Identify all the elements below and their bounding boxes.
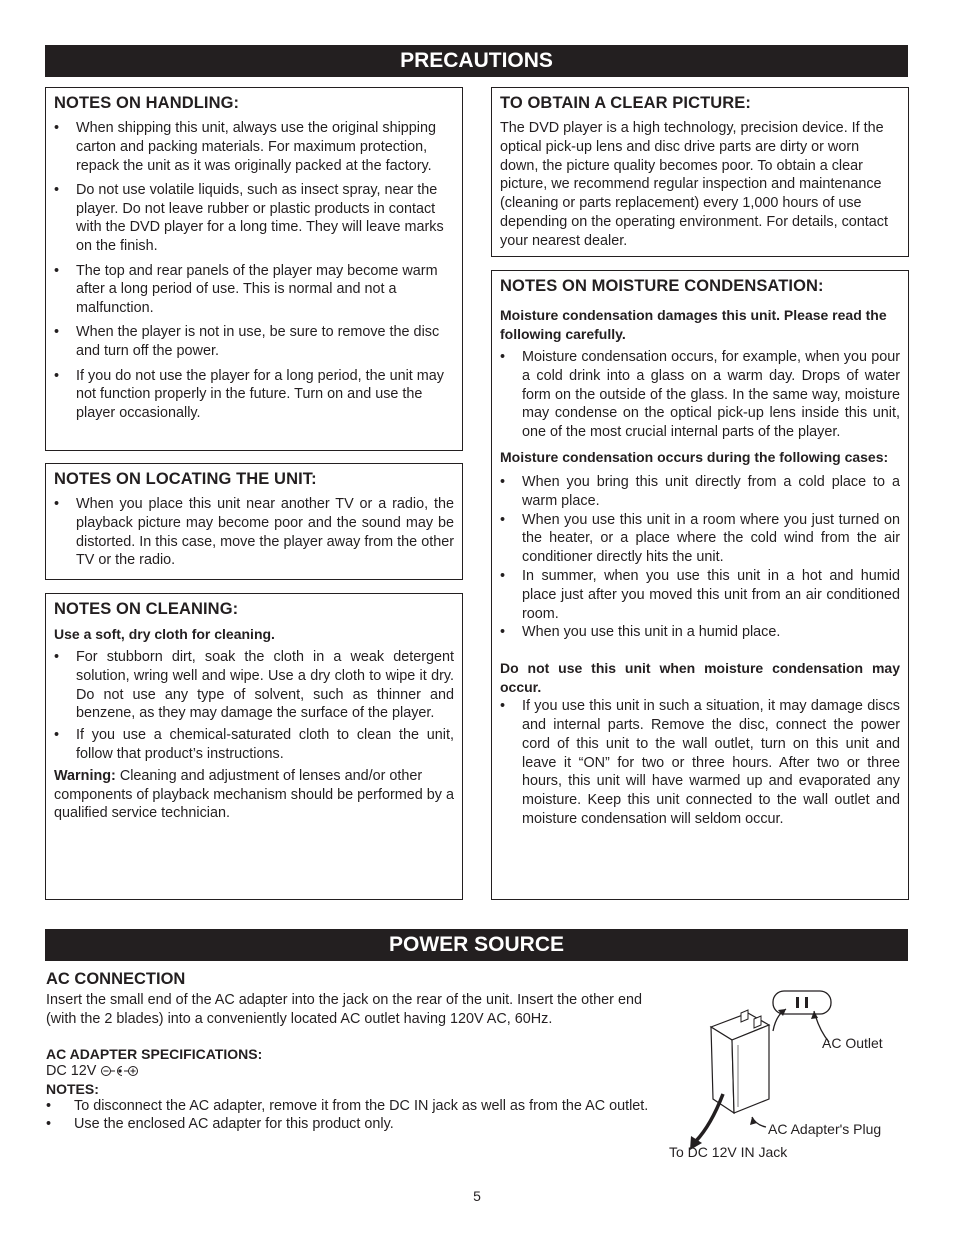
list-item: • The top and rear panels of the player may become warm after a long period of use. This is normal and not a malfunction. <box>54 262 454 318</box>
cleaning-section <box>45 593 463 900</box>
spec-line <box>46 1062 666 1081</box>
moisture-intro: Moisture condensation damages this unit. Please read the following carefully. <box>500 307 887 342</box>
power-source-heading: POWER SOURCE <box>45 929 908 961</box>
list-item: • If you do not use the player for a long period, the unit may not function properly in the future. Turn on and use the player occasionally. <box>54 367 454 423</box>
list-item: • When the player is not in use, be sure to remove the disc and turn off the power. <box>54 323 454 361</box>
moisture-donot-heading: Do not use this unit when moisture condensation may occur. <box>500 660 900 696</box>
cleaning-warning <box>54 767 454 823</box>
list-item: • For stubborn dirt, soak the cloth in a weak detergent solution, wring well and wipe. Use a dry cloth to wipe it dry. Do not use any type of solvent, such as thinner and benzene, as they may damage the surface of the player. <box>54 648 454 723</box>
ac-outlet-label: AC Outlet <box>822 1035 883 1051</box>
handling-title: NOTES ON HANDLING: <box>54 94 240 112</box>
list-item: • When you use this unit in a room where you just turned on the heater, or a place where the cold wind from the air conditioner directly hits the unit. <box>500 511 900 567</box>
ac-connection-text: Insert the small end of the AC adapter into the jack on the rear of the unit. Insert the other end (with the 2 blades) into a conveniently located AC outlet having 120V AC, 60Hz. <box>46 992 642 1027</box>
cleaning-list <box>54 648 454 764</box>
precautions-heading: PRECAUTIONS <box>45 45 908 77</box>
adapter-plug-label: AC Adapter's Plug <box>768 1121 882 1137</box>
locating-title: NOTES ON LOCATING THE UNIT: <box>54 470 317 488</box>
locating-list <box>54 495 454 570</box>
warning-label: Warning: <box>54 767 116 784</box>
moisture-section <box>491 270 909 900</box>
list-item: • When shipping this unit, always use the original shipping carton and packing materials. For maximum protection, repack the unit as it was originally packed at the factory. <box>54 119 454 175</box>
list-item: • Do not use volatile liquids, such as insect spray, near the player. Do not leave rubber or plastic products in contact with the DVD player for a long time. They will leave marks on the finish. <box>54 181 454 256</box>
moisture-cases-heading: Moisture condensation occurs during the following cases: <box>500 448 889 465</box>
list-item: • In summer, when you use this unit in a hot and humid place just after you moved this unit from an air conditioned room. <box>500 567 900 623</box>
moisture-cases-list <box>500 473 900 642</box>
warning-text: Cleaning and adjustment of lenses and/or other components of playback mechanism should be performed by a qualified service technician. <box>54 767 454 822</box>
ac-adapter-illustration <box>666 985 916 1170</box>
list-item: • When you bring this unit directly from a cold place to a warm place. <box>500 473 900 511</box>
locating-section <box>45 463 463 580</box>
spec-value: DC 12V <box>46 1063 97 1079</box>
ac-adapter-diagram <box>666 985 916 1170</box>
page-number: 5 <box>473 1188 481 1204</box>
moisture-list-2 <box>500 697 900 829</box>
notes-heading: NOTES: <box>46 1080 99 1097</box>
handling-section <box>45 87 463 451</box>
moisture-title: NOTES ON MOISTURE CONDENSATION: <box>500 277 824 295</box>
moisture-list-1 <box>500 348 900 442</box>
list-item: • When you place this unit near another TV or a radio, the playback picture may become poor and the sound may be distorted. In this case, move the player away from the other TV or the radio. <box>54 495 454 570</box>
list-item: • Use the enclosed AC adapter for this product only. <box>46 1115 666 1134</box>
picture-section <box>491 87 909 257</box>
handling-list <box>54 119 454 423</box>
cleaning-title: NOTES ON CLEANING: <box>54 600 239 618</box>
ac-connection-section <box>46 970 666 1134</box>
picture-title: TO OBTAIN A CLEAR PICTURE: <box>500 94 752 112</box>
list-item: • To disconnect the AC adapter, remove it from the DC IN jack as well as from the AC outlet. <box>46 1097 666 1116</box>
power-notes-list <box>46 1097 666 1134</box>
list-item: • If you use a chemical-saturated cloth to clean the unit, follow that product’s instructions. <box>54 726 454 764</box>
list-item: • Moisture condensation occurs, for example, when you pour a cold drink into a glass on a warm day. Drops of water form on the outside of the glass. In the same way, moisture may condense on the optical pick-up lens inside this unit, one of the most crucial internal parts of the player. <box>500 348 900 442</box>
list-item: • When you use this unit in a humid place. <box>500 623 900 642</box>
dc-jack-label: To DC 12V IN Jack <box>669 1144 788 1160</box>
list-item: • If you use this unit in such a situation, it may damage discs and internal parts. Remove the disc, connect the power cord of this unit to the wall outlet, turn on this unit and leave it “ON” for two or three hours. After two or three hours, this unit will have warmed up and evaporated any moisture. Keep this unit connected to the wall outlet and moisture condensation will seldom occur. <box>500 697 900 829</box>
spec-heading: AC ADAPTER SPECIFICATIONS: <box>46 1046 263 1062</box>
ac-connection-title: AC CONNECTION <box>46 970 186 988</box>
cleaning-intro: Use a soft, dry cloth for cleaning. <box>54 626 275 642</box>
dc-polarity-icon <box>100 1065 140 1077</box>
picture-text: The DVD player is a high technology, precision device. If the optical pick-up lens and disc drive parts are dirty or worn down, the picture quality becomes poor. To obtain a clear picture, we recommend regular inspection and maintenance (cleaning or parts replacement) every 1,000 hours of use depending on the operating environment. For details, contact your nearest dealer. <box>500 120 888 249</box>
